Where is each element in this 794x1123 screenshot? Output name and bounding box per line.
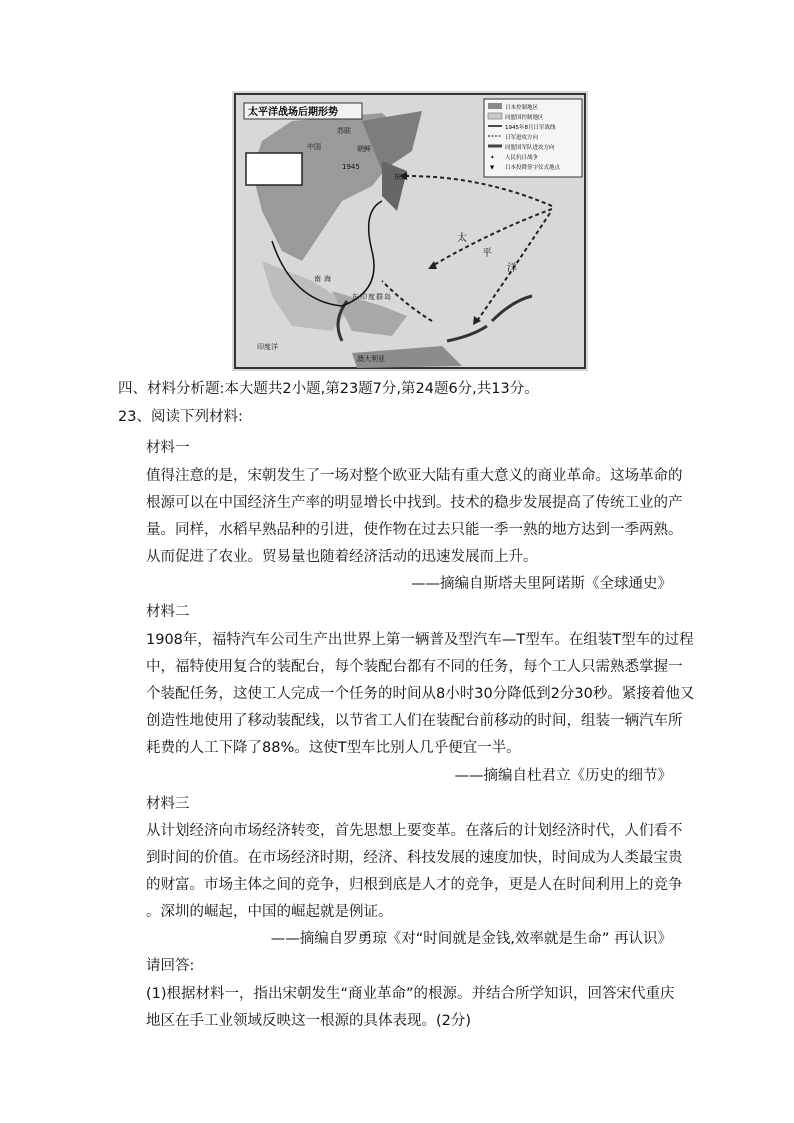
svg-text:中国: 中国	[307, 143, 321, 151]
svg-text:1945: 1945	[342, 163, 360, 171]
svg-text:▼: ▼	[490, 165, 495, 171]
section-header: 四、材料分析题:本大题共2小题,第23题7分,第24题6分,共13分。	[118, 381, 539, 397]
svg-text:✦: ✦	[490, 155, 495, 161]
material-2-line: 1908年，福特汽车公司生产出世界上第一辆普及型汽车—T型车。在组装T型车的过程	[146, 632, 694, 648]
svg-text:印: 印	[360, 293, 367, 301]
svg-text:印度洋: 印度洋	[257, 343, 278, 351]
material-3-line: 到时间的价值。在市场经济时期，经济、科技发展的速度加快，时间成为人类最宝贵	[146, 850, 683, 866]
svg-text:东京: 东京	[394, 173, 408, 181]
pacific-war-map	[232, 91, 588, 371]
material-3-line: 从计划经济向市场经济转变，首先思想上要变革。在落后的计划经济时代，人们看不	[146, 823, 683, 839]
svg-text:朝鲜: 朝鲜	[357, 145, 371, 153]
svg-text:东: 东	[352, 293, 359, 301]
material-1-line: 根源可以在中国经济生产率的明显增长中找到。技术的稳步发展提高了传统工业的产	[146, 495, 683, 511]
svg-text:海: 海	[324, 275, 331, 283]
svg-text:度: 度	[368, 293, 375, 301]
svg-text:日军进攻方向: 日军进攻方向	[505, 135, 539, 141]
svg-text:1945年8月日军战线: 1945年8月日军战线	[505, 125, 556, 131]
svg-text:洋: 洋	[507, 263, 517, 274]
material-1-title: 材料一	[146, 440, 190, 456]
material-2-title: 材料二	[146, 604, 190, 620]
map-title: 太平洋战场后期形势	[248, 107, 338, 118]
material-1-line: 值得注意的是，宋朝发生了一场对整个欧亚大陆有重大意义的商业革命。这场革命的	[146, 468, 683, 484]
svg-text:平: 平	[482, 248, 492, 259]
svg-text:群: 群	[376, 293, 383, 301]
svg-text:苏联: 苏联	[337, 127, 351, 135]
material-3-line: 的财富。市场主体之间的竞争，归根到底是人才的竞争，更是人在时间利用上的竞争	[146, 877, 683, 893]
material-2-source: ——摘编自杜君立《历史的细节》	[454, 768, 672, 784]
answer-prompt: 请回答:	[146, 958, 195, 974]
material-1-line: 从而促进了农业。贸易量也随着经济活动的迅速发展而上升。	[146, 549, 538, 565]
sub-question-1: (1)根据材料一，指出宋朝发生“商业革命”的根源。并结合所学知识，回答宋代重庆	[146, 986, 675, 1002]
svg-text:澳大利亚: 澳大利亚	[357, 355, 385, 363]
material-3-source: ——摘编自罗勇琼《对“时间就是金钱,效率就是生命” 再认识》	[270, 931, 672, 947]
material-2-line: 个装配任务，这使工人完成一个任务的时间从8小时30分降低到2分30秒。紧接着他又	[146, 686, 695, 702]
material-2-line: 耗费的人工下降了88%。这使T型车比别人几乎便宜一半。	[146, 740, 521, 756]
svg-text:岛: 岛	[384, 293, 391, 301]
svg-text:日本控制地区: 日本控制地区	[505, 105, 539, 111]
svg-text:人民抗日战争: 人民抗日战争	[505, 155, 539, 161]
svg-text:太: 太	[457, 233, 467, 244]
question-23-intro: 23、阅读下列材料:	[118, 409, 243, 425]
svg-text:南: 南	[314, 275, 321, 283]
material-1-source: ——摘编自斯塔夫里阿诺斯《全球通史》	[411, 576, 672, 592]
material-3-line: 。深圳的崛起，中国的崛起就是例证。	[146, 904, 393, 920]
svg-text:日本投降签字仪式地点: 日本投降签字仪式地点	[505, 165, 561, 171]
svg-text:同盟国军队进攻方向: 同盟国军队进攻方向	[505, 145, 555, 151]
material-3-title: 材料三	[146, 796, 190, 812]
svg-text:同盟国控制地区: 同盟国控制地区	[505, 115, 544, 121]
material-1-line: 量。同样，水稻早熟品种的引进，使作物在过去只能一季一熟的地方达到一季两熟。	[146, 522, 683, 538]
material-2-line: 创造性地使用了移动装配线，以节省工人们在装配台前移动的时间，组装一辆汽车所	[146, 713, 683, 729]
sub-question-1: 地区在手工业领域反映这一根源的具体表现。(2分)	[146, 1013, 472, 1029]
material-2-line: 中，福特使用复合的装配台，每个装配台都有不同的任务，每个工人只需熟悉掌握一	[146, 659, 683, 675]
